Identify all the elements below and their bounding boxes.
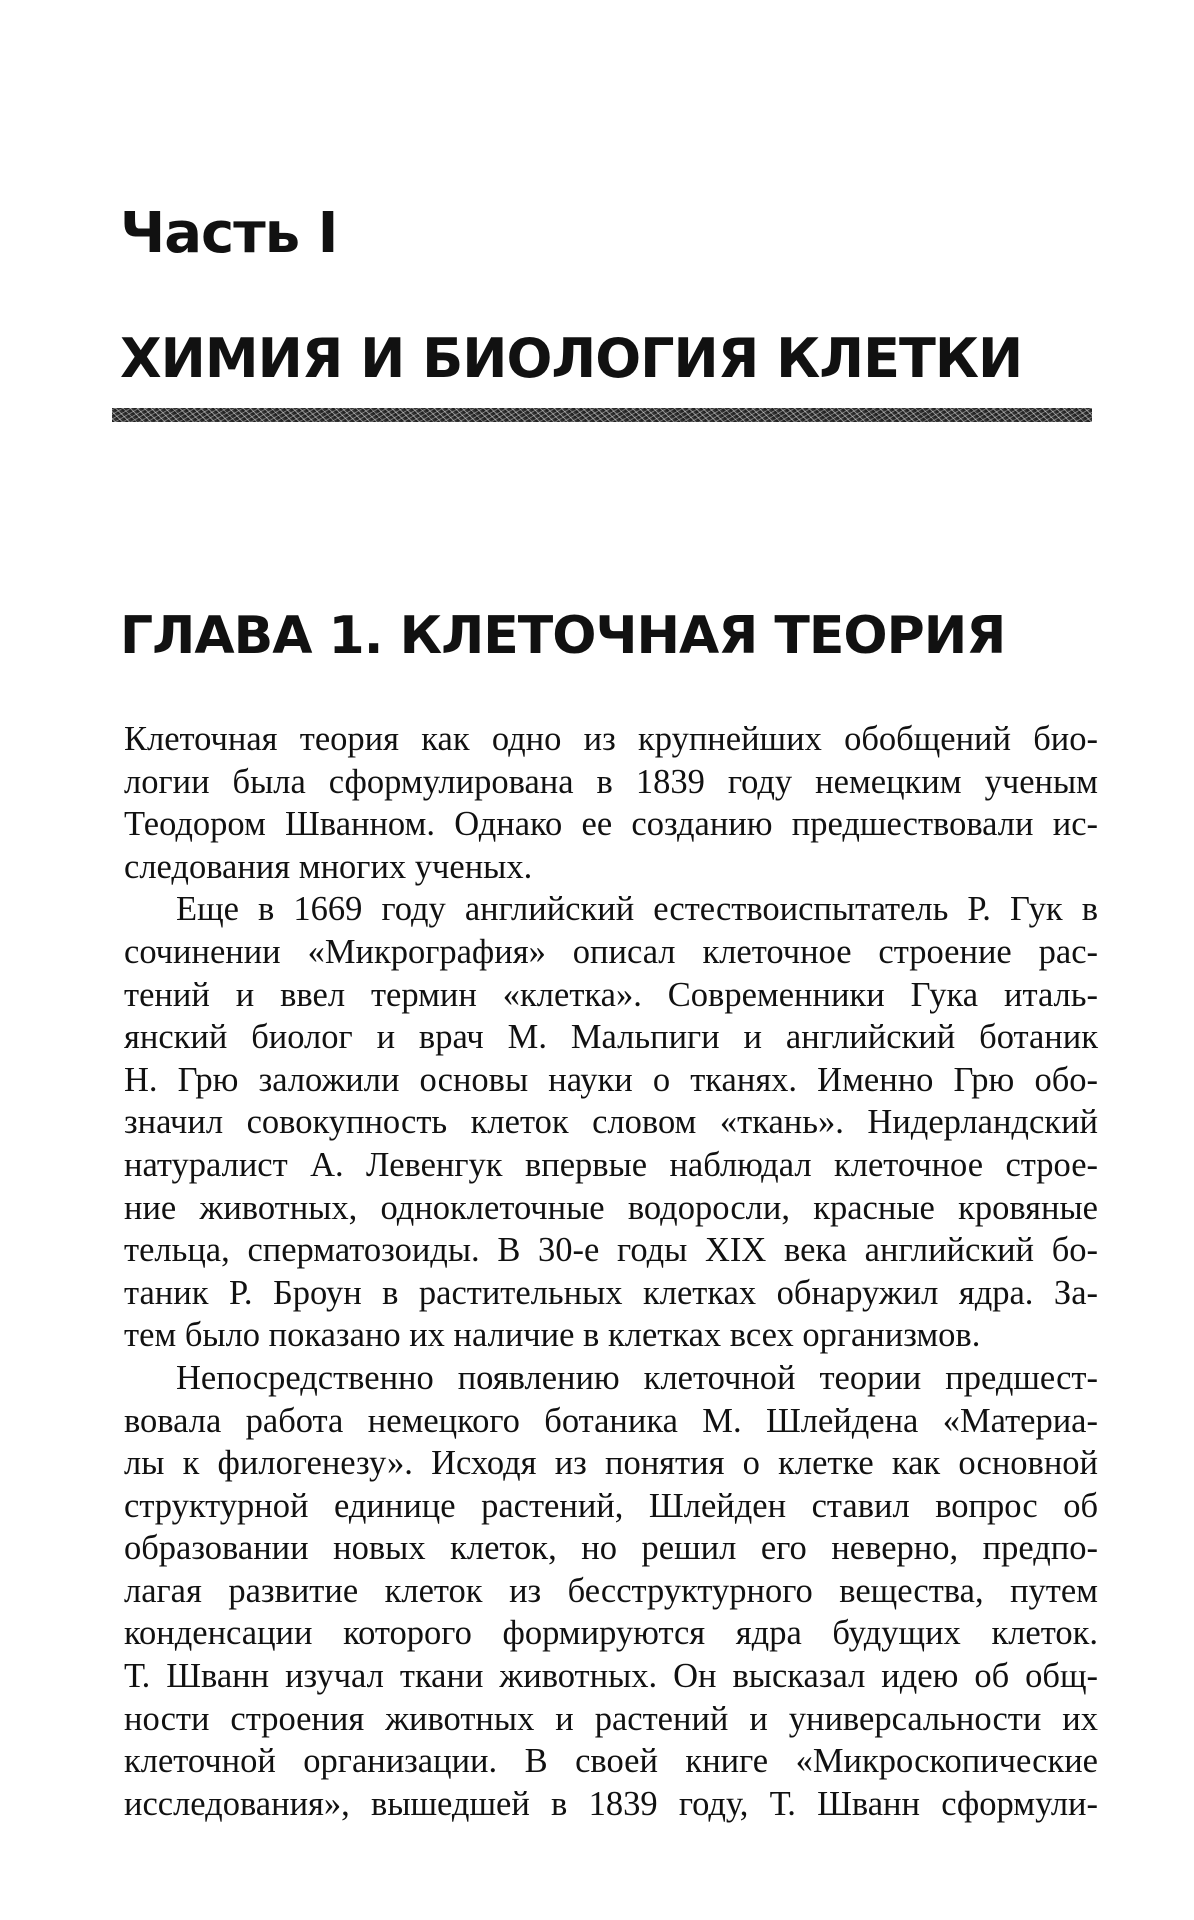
text-line: таник Р. Броун в растительных клетках обнаружил ядра. За- <box>124 1273 1098 1312</box>
text-line: значил совокупность клеток словом «ткань». Нидерландский <box>124 1103 1098 1142</box>
text-line: ности строения животных и растений и универсальности их <box>124 1699 1098 1738</box>
text-line: Еще в 1669 году английский естествоиспытатель Р. Гук в <box>176 890 1098 929</box>
text-line: следования многих ученых. <box>124 847 533 886</box>
text-line: лагая развитие клеток из бесструктурного вещества, путем <box>124 1571 1098 1610</box>
paragraph <box>124 718 1098 888</box>
text-line: исследования», вышедшей в 1839 году, Т. Шванн сформули- <box>124 1784 1098 1823</box>
text-line: логии была сформулирована в 1839 году немецким ученым <box>124 762 1098 801</box>
part-title: ХИМИЯ И БИОЛОГИЯ КЛЕТКИ <box>120 327 1023 390</box>
part-label: Часть I <box>120 201 338 266</box>
text-line: ние животных, одноклеточные водоросли, красные кровяные <box>124 1188 1098 1227</box>
paragraph <box>124 888 1098 1357</box>
text-line: Т. Шванн изучал ткани животных. Он высказал идею об общ- <box>124 1657 1098 1696</box>
text-line: конденсации которого формируются ядра будущих клеток. <box>124 1614 1098 1653</box>
text-line: Н. Грю заложили основы науки о тканях. Именно Грю обо- <box>124 1060 1098 1099</box>
text-line: сочинении «Микрография» описал клеточное строение рас- <box>124 932 1098 971</box>
text-line: Непосредственно появлению клеточной теории предшест- <box>176 1358 1098 1397</box>
text-line: лы к филогенезу». Исходя из понятия о клетке как основной <box>124 1444 1098 1483</box>
text-line: натуралист А. Левенгук впервые наблюдал клеточное строе- <box>124 1145 1098 1184</box>
text-line: структурной единице растений, Шлейден ставил вопрос об <box>124 1486 1098 1525</box>
text-line: Клеточная теория как одно из крупнейших обобщений био- <box>124 720 1098 758</box>
text-line: вовала работа немецкого ботаника М. Шлейдена «Материа- <box>124 1401 1098 1440</box>
paragraph <box>124 1357 1098 1826</box>
text-line: тем было показано их наличие в клетках всех организмов. <box>124 1316 981 1355</box>
text-line: образовании новых клеток, но решил его неверно, предпо- <box>124 1529 1098 1568</box>
body-text <box>124 718 1098 1825</box>
text-line: тений и ввел термин «клетка». Современники Гука италь- <box>124 975 1098 1014</box>
text-line: тельца, сперматозоиды. В 30-е годы XIX века английский бо- <box>124 1231 1098 1270</box>
text-line: янский биолог и врач М. Мальпиги и английский ботаник <box>124 1018 1098 1057</box>
chapter-title: ГЛАВА 1. КЛЕТОЧНАЯ ТЕОРИЯ <box>120 606 1006 666</box>
text-line: Теодором Шванном. Однако ее созданию предшествовали ис- <box>124 805 1098 844</box>
decorative-divider <box>112 408 1092 422</box>
text-line: клеточной организации. В своей книге «Микроскопические <box>124 1742 1098 1781</box>
